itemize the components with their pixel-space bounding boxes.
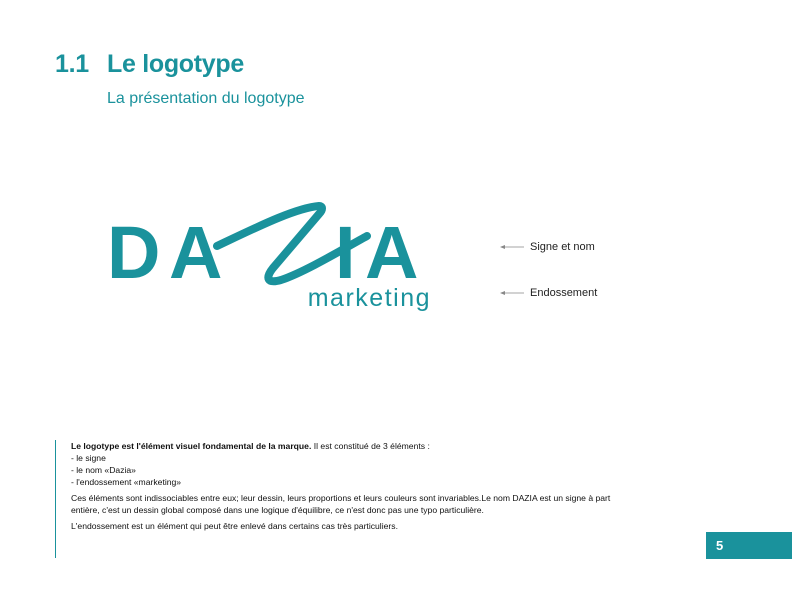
- arrow-left-icon: [500, 290, 524, 296]
- list-item: - le nom «Dazia»: [71, 465, 136, 475]
- page-heading: [55, 50, 244, 79]
- section-number: 1.1: [55, 50, 89, 78]
- list-item: - l'endossement «marketing»: [71, 477, 182, 487]
- intro-line: [71, 440, 611, 452]
- logo-endorsement: marketing: [307, 284, 431, 312]
- annotation-sign-and-name: [500, 241, 595, 253]
- dazia-logo: [105, 198, 435, 318]
- page-subtitle: La présentation du logotype: [107, 90, 305, 107]
- logo-letter-a1: A: [169, 211, 223, 294]
- page-number: 5: [706, 532, 792, 559]
- paragraph-1: Ces éléments sont indissociables entre eux; leur dessin, leurs proportions et leurs couleurs sont invariables.Le nom DAZIA est un signe à part entière, c'est un dessin global composé dans une logique d'équilibre, ce n'est donc pas une typo particulière.: [71, 493, 611, 515]
- annotation-label: Signe et nom: [530, 241, 595, 253]
- page-title: Le logotype: [107, 50, 244, 78]
- paragraph-2: L'endossement est un élément qui peut être enlevé dans certains cas très particuliers.: [71, 521, 398, 531]
- annotation-label: Endossement: [530, 287, 598, 299]
- list-item: - le signe: [71, 453, 106, 463]
- text-accent-rule: [55, 440, 56, 558]
- intro-rest: Il est constitué de 3 éléments :: [311, 441, 430, 451]
- annotation-endorsement: [500, 287, 597, 299]
- intro-bold: Le logotype est l'élément visuel fondamental de la marque.: [71, 441, 312, 451]
- logo-letter-d: D: [107, 211, 161, 294]
- logo-letter-i: I: [335, 211, 356, 294]
- dazia-logo-graphic: [105, 198, 435, 313]
- arrow-left-icon: [500, 244, 524, 250]
- body-text: [71, 440, 611, 532]
- logo-letter-a2: A: [365, 211, 419, 294]
